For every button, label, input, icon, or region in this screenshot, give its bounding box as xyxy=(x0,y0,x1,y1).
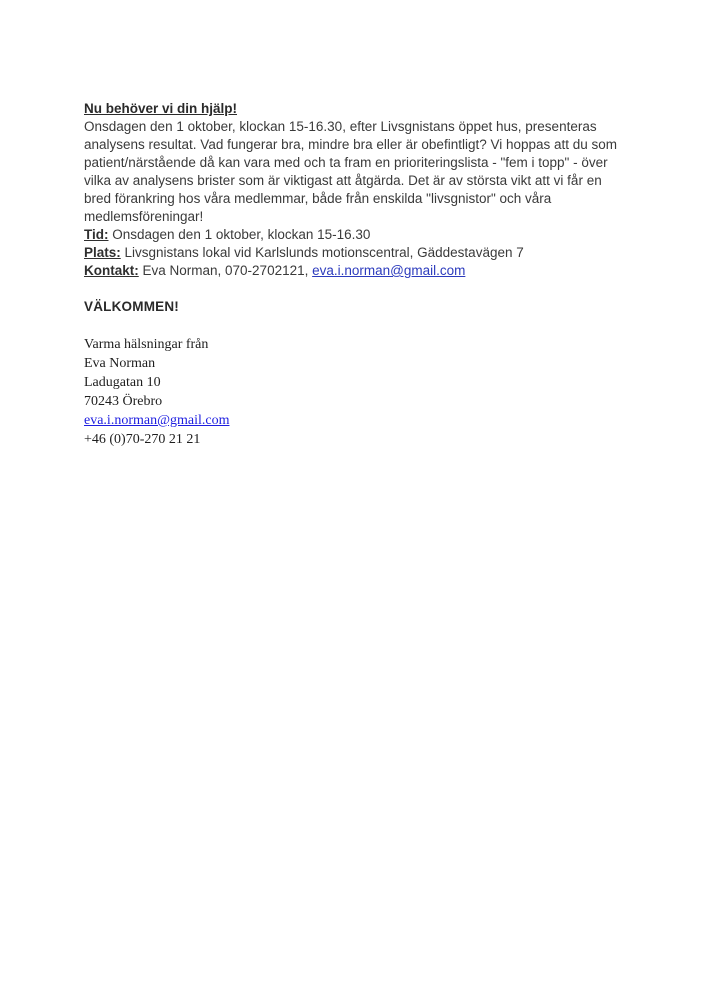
letter-heading xyxy=(84,100,644,118)
signature-phone: +46 (0)70-270 21 21 xyxy=(84,432,201,447)
kontakt-email-link[interactable]: eva.i.norman@gmail.com xyxy=(312,263,466,278)
paragraph-line: vilka av analysens brister som är viktigast att åtgärda. Det är av största vikt att vi får en xyxy=(84,173,602,188)
signature-email-link[interactable]: eva.i.norman@gmail.com xyxy=(84,413,230,428)
signature-name: Eva Norman xyxy=(84,356,156,371)
paragraph-line: medlemsföreningar! xyxy=(84,209,204,224)
paragraph-line: analysens resultat. Vad fungerar bra, mindre bra eller är obefintligt? Vi hoppas att du som xyxy=(84,137,618,152)
detail-line-tid xyxy=(84,226,644,244)
plats-label: Plats: xyxy=(84,245,121,260)
letter-body xyxy=(84,100,644,449)
tid-label: Tid: xyxy=(84,227,109,242)
detail-line-plats xyxy=(84,244,644,262)
signature-block xyxy=(84,335,644,449)
signature-street: Ladugatan 10 xyxy=(84,375,161,390)
tid-value: Onsdagen den 1 oktober, klockan 15-16.30 xyxy=(108,227,371,242)
paragraph-line: Onsdagen den 1 oktober, klockan 15-16.30, efter Livsgnistans öppet hus, presenteras xyxy=(84,119,597,134)
paragraph-line: patient/närstående då kan vara med och ta fram en prioriteringslista - "fem i topp" - över xyxy=(84,155,608,170)
detail-line-kontakt xyxy=(84,262,644,280)
letter-heading-text: Nu behöver vi din hjälp! xyxy=(84,101,238,116)
welcome-text: VÄLKOMMEN! xyxy=(84,299,179,314)
kontakt-value: Eva Norman, 070-2702121, xyxy=(138,263,313,278)
kontakt-label: Kontakt: xyxy=(84,263,139,278)
paragraph-line: bred förankring hos våra medlemmar, både från enskilda "livsgnistor" och våra xyxy=(84,191,552,206)
signature-line: Varma hälsningar från xyxy=(84,337,209,352)
signature-city: 70243 Örebro xyxy=(84,394,163,409)
plats-value: Livsgnistans lokal vid Karlslunds motionscentral, Gäddestavägen 7 xyxy=(120,245,524,260)
